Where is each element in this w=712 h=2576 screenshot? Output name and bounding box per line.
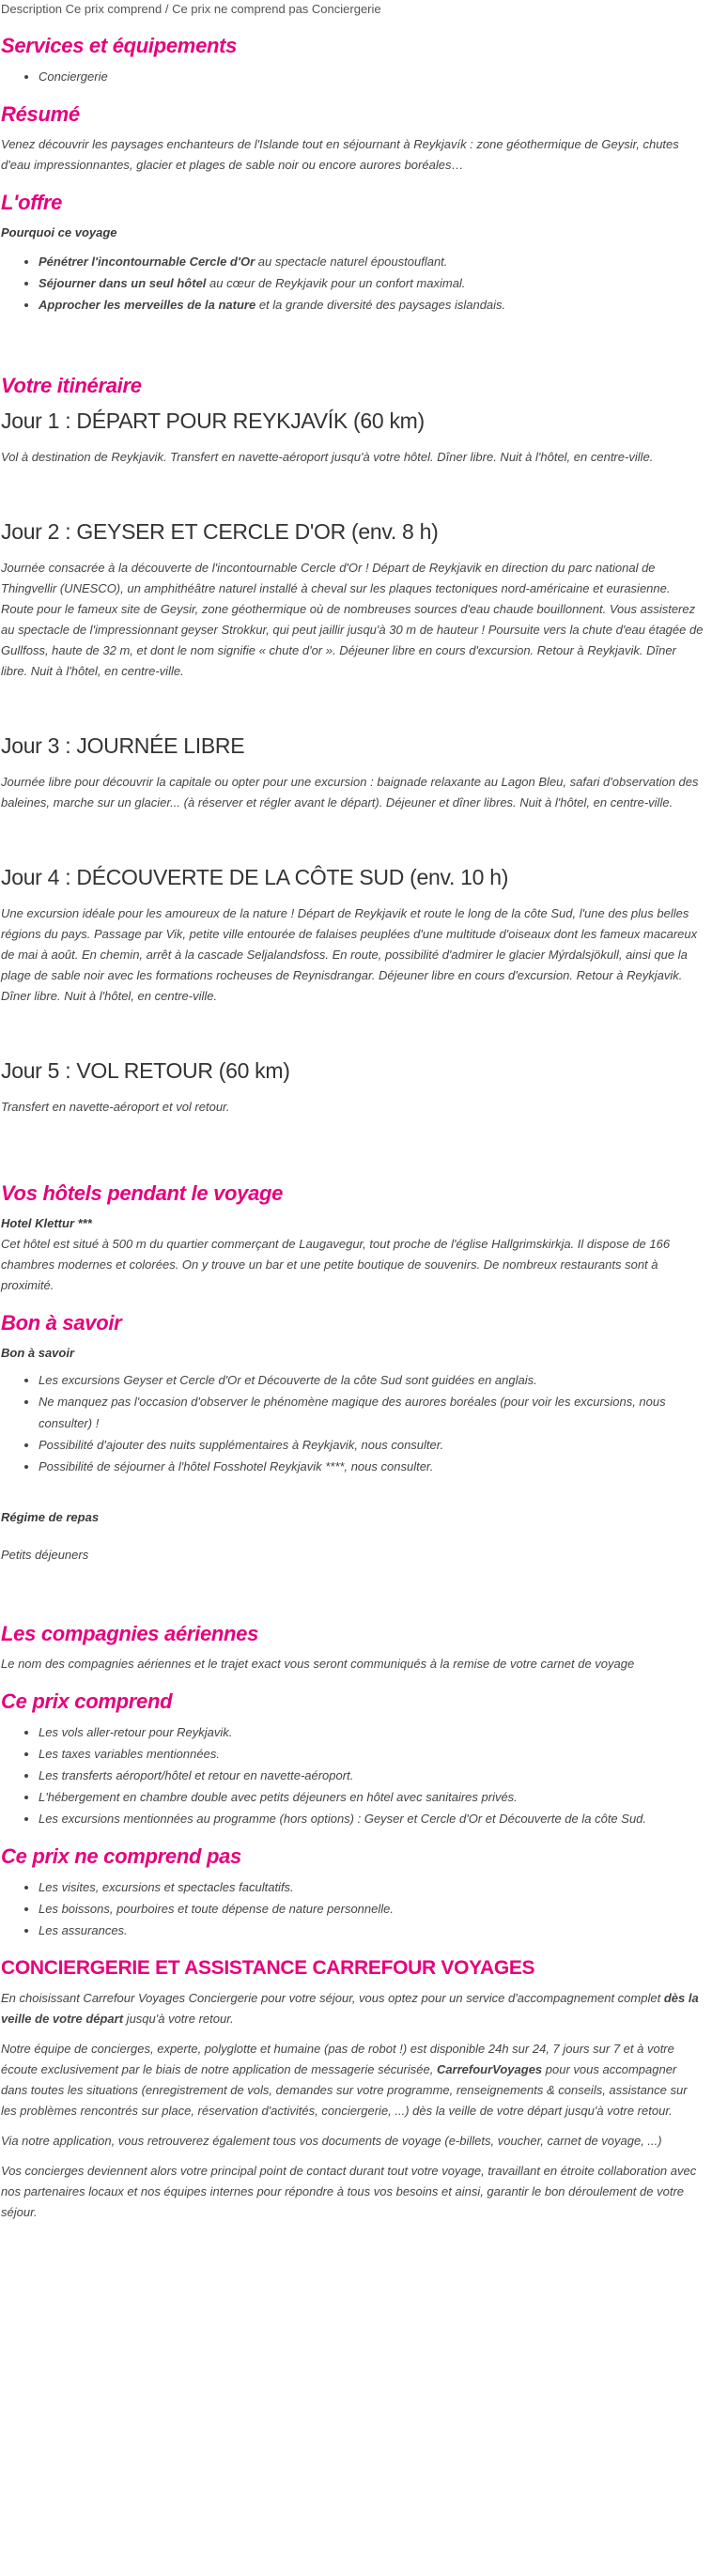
list-item: • Séjourner dans un seul hôtel au cœur de Reykjavik pour un confort maximal. <box>39 272 705 294</box>
airlines-title: Les compagnies aériennes <box>1 1622 259 1645</box>
services-title: Services et équipements <box>1 34 238 57</box>
list-item: • Les transferts aéroport/hôtel et retour en navette-aéroport. <box>39 1765 705 1786</box>
itinerary-title: Votre itinéraire <box>1 374 142 397</box>
hotel-name: Hotel Klettur *** <box>1 1216 92 1230</box>
list-item: • Les visites, excursions et spectacles facultatifs. <box>39 1876 705 1898</box>
regime-label: Régime de repas <box>1 1510 100 1524</box>
day-1-title: Jour 1 : DÉPART POUR REYKJAVÍK (60 km) <box>1 409 425 433</box>
included-list <box>1 1721 705 1829</box>
airlines-text: Le nom des compagnies aériennes et le trajet exact vous seront communiqués à la remise de votre carnet de voyage <box>1 1657 635 1671</box>
bon-title: Bon à savoir <box>1 1311 122 1334</box>
resume-text: Venez découvrir les paysages enchanteurs de l'Islande tout en séjournant à Reykjavík : zone géothermique de Geysir, chutes d'eau impressionnantes, glacier et plages de sable noir ou encore aurores boréales… <box>1 137 679 172</box>
offre-title: L'offre <box>1 191 63 214</box>
offre-list <box>1 251 705 316</box>
included-title: Ce prix comprend <box>1 1689 173 1713</box>
day-2-text: Journée consacrée à la découverte de l'incontournable Cercle d'Or ! Départ de Reykjavik en direction du parc national de Thingvellir (UNESCO), un amphithéâtre naturel installé à cheval sur les plaques tectoniques nord-américaine et eurasienne. Route pour le fameux site de Geysir, zone géothermique où de nombreuses sources d'eau chaude bouillonnent. Vous assisterez au spectacle de l'impressionnant geyser Strokkur, qui peut jaillir jusqu'à 30 m de hauteur ! Poursuite vers la chute d'eau étagée de Gullfoss, haute de 32 m, et dont le nom signifie « chute d'or ». Déjeuner libre en cours d'excursion. Retour à Reykjavik. Dîner libre. Nuit à l'hôtel, en centre-ville. <box>1 561 704 678</box>
hotel-description: Cet hôtel est situé à 500 m du quartier commerçant de Laugavegur, tout proche de l'église Hallgrimskirkja. Il dispose de 166 chambres modernes et colorées. On y trouve un bar et une petite boutique de souvenirs. De nombreux restaurants sont à proximité. <box>1 1237 671 1292</box>
concierge-paragraph-3: Via notre application, vous retrouverez également tous vos documents de voyage (e-billets, voucher, carnet de voyage, ...) <box>1 2134 662 2148</box>
resume-title: Résumé <box>1 102 80 126</box>
day-5-text: Transfert en navette-aéroport et vol retour. <box>1 1100 230 1114</box>
list-item: • L'hébergement en chambre double avec petits déjeuners en hôtel avec sanitaires privés. <box>39 1786 705 1808</box>
list-item: • Conciergerie <box>39 66 705 87</box>
list-item: • Les taxes variables mentionnées. <box>39 1743 705 1765</box>
concierge-paragraph-1: En choisissant Carrefour Voyages Conciergerie pour votre séjour, vous optez pour un service d'accompagnement complet dès la veille de votre départ jusqu'à votre retour. <box>1 1991 699 2026</box>
list-item: • Approcher les merveilles de la nature et la grande diversité des paysages islandais. <box>39 294 705 316</box>
list-item: • Les excursions mentionnées au programme (hors options) : Geyser et Cercle d'Or et Découverte de la côte Sud. <box>39 1808 705 1829</box>
day-1-text: Vol à destination de Reykjavik. Transfert en navette-aéroport jusqu'à votre hôtel. Dîner libre. Nuit à l'hôtel, en centre-ville. <box>1 450 654 464</box>
breadcrumb: Description Ce prix comprend / Ce prix ne comprend pas Conciergerie <box>1 2 381 16</box>
bon-list <box>1 1369 705 1477</box>
day-3-text: Journée libre pour découvrir la capitale ou opter pour une excursion : baignade relaxante au Lagon Bleu, safari d'observation des baleines, marche sur un glacier... (à réserver et régler avant le départ). Déjeuner et dîner libres. Nuit à l'hôtel, en centre-ville. <box>1 775 699 810</box>
day-4-title: Jour 4 : DÉCOUVERTE DE LA CÔTE SUD (env. 10 h) <box>1 865 509 889</box>
list-item: • Les assurances. <box>39 1920 705 1941</box>
list-item: • Possibilité d'ajouter des nuits supplémentaires à Reykjavik, nous consulter. <box>39 1434 705 1456</box>
list-item: • Pénétrer l'incontournable Cercle d'Or au spectacle naturel époustouflant. <box>39 251 705 272</box>
hotels-title: Vos hôtels pendant le voyage <box>1 1181 284 1205</box>
list-item: • Les vols aller-retour pour Reykjavik. <box>39 1721 705 1743</box>
list-item: • Les boissons, pourboires et toute dépense de nature personnelle. <box>39 1898 705 1920</box>
concierge-paragraph-4: Vos concierges deviennent alors votre principal point de contact durant tout votre voyage, travaillant en étroite collaboration avec nos partenaires locaux et nos équipes internes pour répondre à tous vos besoins et ainsi, garantir le bon déroulement de votre séjour. <box>1 2164 697 2219</box>
day-5-title: Jour 5 : VOL RETOUR (60 km) <box>1 1058 290 1083</box>
bon-subtitle: Bon à savoir <box>1 1346 75 1360</box>
excluded-list <box>1 1876 705 1941</box>
excluded-title: Ce prix ne comprend pas <box>1 1844 241 1868</box>
list-item: • Possibilité de séjourner à l'hôtel Fosshotel Reykjavik ****, nous consulter. <box>39 1456 705 1477</box>
regime-value: Petits déjeuners <box>1 1548 89 1562</box>
day-2-title: Jour 2 : GEYSER ET CERCLE D'OR (env. 8 h) <box>1 519 439 544</box>
day-3-title: Jour 3 : JOURNÉE LIBRE <box>1 733 245 758</box>
concierge-paragraph-2: Notre équipe de concierges, experte, polyglotte et humaine (pas de robot !) est disponible 24h sur 24, 7 jours sur 7 et à votre écoute exclusivement par le biais de notre application de messagerie sécurisée, CarrefourVoyages pour vous accompagner dans toutes les situations (enregistrement de vols, demandes sur votre programme, renseignements & conseils, assistance sur les problèmes rencontrés sur place, réservation d'activités, conciergerie, ...) dès la veille de votre départ jusqu'à votre retour. <box>1 2042 688 2118</box>
list-item: • Les excursions Geyser et Cercle d'Or et Découverte de la côte Sud sont guidées en anglais. <box>39 1369 705 1391</box>
services-list <box>1 66 705 87</box>
day-4-text: Une excursion idéale pour les amoureux de la nature ! Départ de Reykjavik et route le long de la côte Sud, l'une des plus belles régions du pays. Passage par Vik, petite ville entourée de falaises peuplées d'une multitude d'oiseaux dont les fameux macareux de mai à août. En chemin, arrêt à la cascade Seljalandsfoss. En route, possibilité d'admirer le glacier Mýrdalsjökull, ainsi que la plage de sable noir avec les formations rocheuses de Reynisdrangar. Déjeuner libre en cours d'excursion. Retour à Reykjavik. Dîner libre. Nuit à l'hôtel, en centre-ville. <box>1 906 698 1003</box>
offre-subtitle: Pourquoi ce voyage <box>1 225 117 239</box>
concierge-title: CONCIERGERIE ET ASSISTANCE CARREFOUR VOYAGES <box>1 1957 535 1979</box>
list-item: • Ne manquez pas l'occasion d'observer le phénomène magique des aurores boréales (pour voir les excursions, nous consulter) ! <box>39 1391 705 1434</box>
